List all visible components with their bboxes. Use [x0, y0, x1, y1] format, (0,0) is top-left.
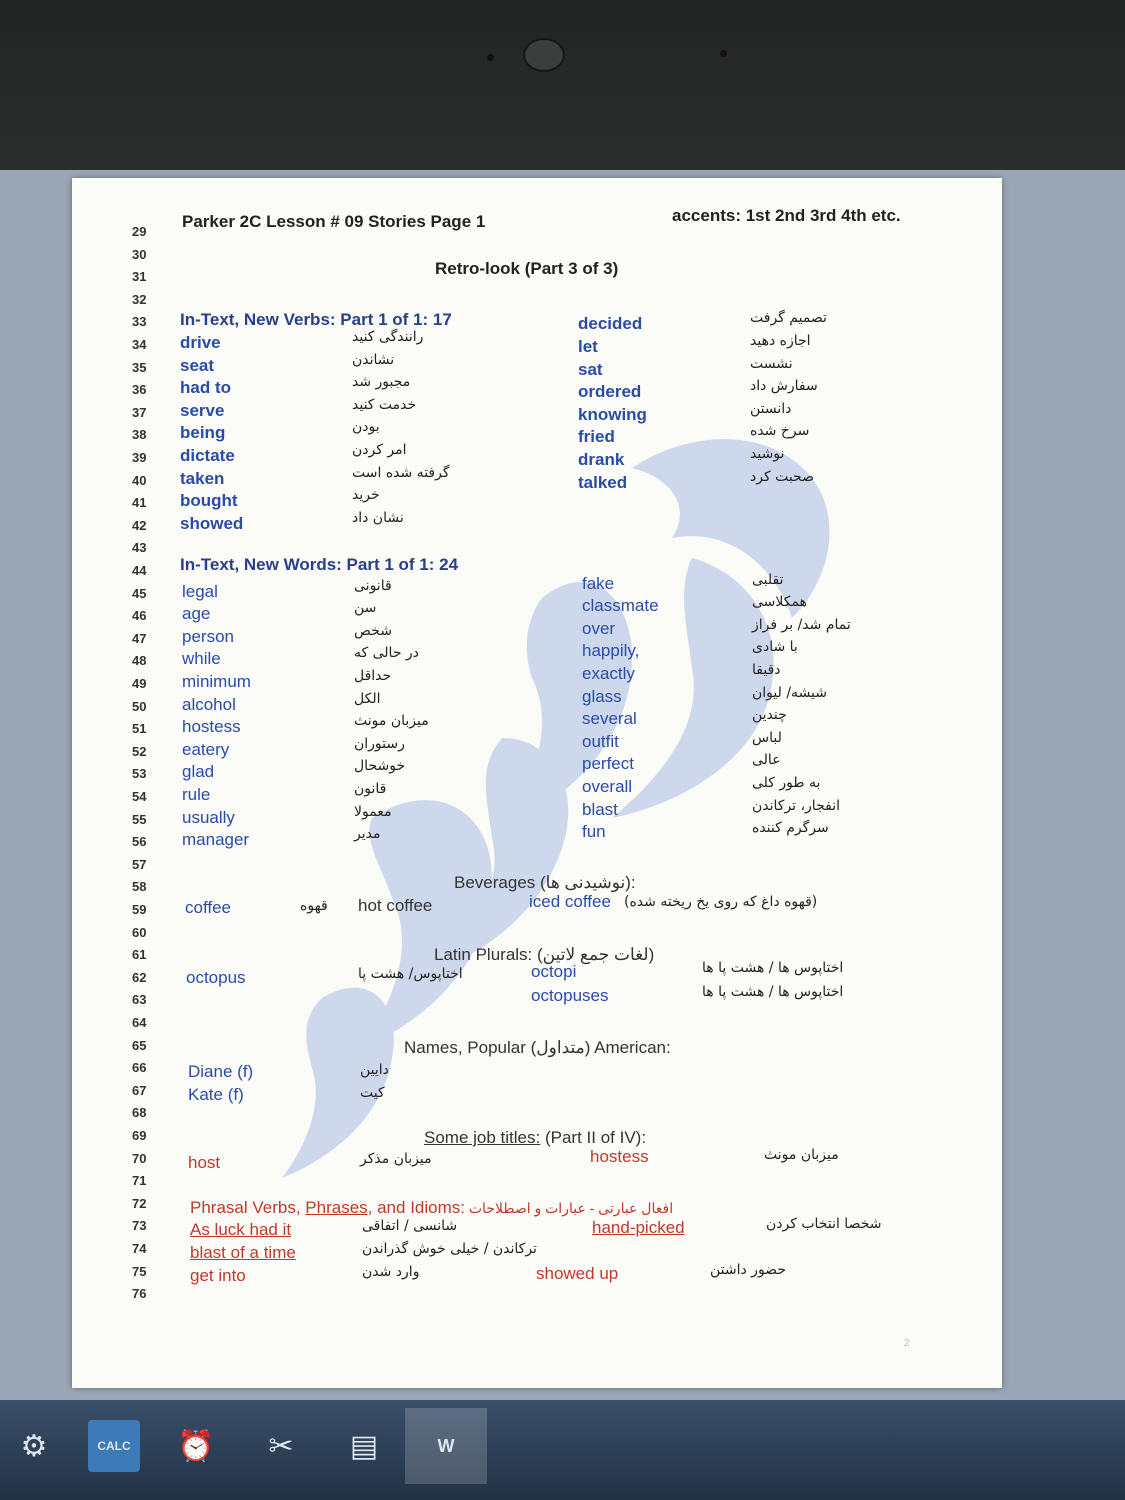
word-english: classmate: [582, 596, 659, 616]
phrasal-heading-persian: افعال عبارتی - عبارات و اصطلاحات: [464, 1199, 674, 1216]
word-persian: انفجار، ترکاندن: [752, 797, 840, 814]
line-number: 54: [132, 789, 147, 804]
word-english: outfit: [582, 731, 619, 751]
verb-persian: مجبور شد: [352, 374, 411, 391]
header-right: accents: 1st 2nd 3rd 4th etc.: [672, 206, 901, 225]
webcam: [523, 38, 565, 72]
verb-english: drank: [578, 450, 625, 469]
verb-persian: امر کردن: [352, 442, 407, 458]
name-persian: کیت: [360, 1084, 385, 1101]
word-english: usually: [182, 807, 235, 827]
word-english: manager: [182, 830, 250, 850]
latin-singular: octopus: [186, 967, 246, 987]
word-english: blast: [582, 799, 618, 819]
webcam-sensor: [487, 54, 494, 61]
verb-english: talked: [578, 472, 628, 492]
phrase-english: blast of a time: [190, 1243, 296, 1262]
word-english: eatery: [182, 739, 230, 759]
phrase-persian: حضور داشتن: [710, 1261, 786, 1278]
line-number: 70: [132, 1150, 147, 1166]
line-number: 58: [132, 879, 147, 895]
line-number: 66: [132, 1060, 147, 1076]
word-english: fake: [582, 573, 615, 593]
verb-persian: نوشید: [750, 446, 785, 462]
beverage-english: iced coffee: [529, 892, 611, 911]
phrase-english: As luck had it: [190, 1220, 292, 1240]
line-number: 46: [132, 608, 147, 624]
line-number: 41: [132, 495, 147, 511]
verb-persian: سفارش داد: [750, 378, 818, 395]
word-persian: سرگرم کننده: [752, 820, 829, 837]
header-left: Parker 2C Lesson # 09 Stories Page 1: [182, 212, 486, 231]
phrase-english: showed up: [536, 1263, 619, 1283]
line-number: 49: [132, 676, 147, 691]
line-number: 52: [132, 743, 147, 759]
word-persian: دقیقا: [752, 662, 781, 678]
word-icon[interactable]: W: [437, 1435, 455, 1456]
word-english: overall: [582, 777, 633, 796]
word-persian: لباس: [752, 729, 782, 746]
line-number: 48: [132, 653, 147, 669]
verb-english: seat: [180, 355, 215, 375]
line-number: 65: [132, 1037, 147, 1053]
job-english: hostess: [590, 1146, 649, 1166]
verb-english: knowing: [578, 404, 647, 424]
word-english: person: [182, 626, 234, 646]
words-heading: In-Text, New Words: Part 1 of 1: 24: [180, 555, 459, 574]
line-number: 36: [132, 382, 147, 398]
word-english: hostess: [182, 717, 241, 737]
line-number: 42: [132, 517, 147, 533]
line-number: 63: [132, 992, 147, 1008]
page-mark: 2: [904, 1338, 910, 1349]
word-persian: در حالی که: [354, 645, 419, 662]
phrase-persian: شانسی / اتفاقی: [362, 1218, 458, 1235]
line-number: 33: [132, 314, 147, 330]
word-english: age: [182, 604, 211, 624]
word-persian: با شادی: [752, 639, 798, 656]
word-persian: مدیر: [354, 826, 381, 843]
webcam-light: [720, 50, 727, 57]
verb-english: had to: [180, 378, 231, 398]
latin-plural-persian: اختاپوس ها / هشت پا ها: [702, 959, 844, 976]
line-number: 39: [132, 450, 147, 465]
job-persian: میزبان مذکر: [360, 1150, 432, 1167]
word-english: fun: [582, 822, 606, 842]
phrasal-heading: [190, 1198, 673, 1218]
verb-persian: نشاندن: [352, 351, 395, 368]
word-english: several: [582, 709, 637, 729]
line-number: 38: [132, 427, 147, 443]
verb-persian: نشان داد: [352, 509, 404, 526]
line-number: 51: [132, 721, 147, 737]
word-persian: حداقل: [354, 668, 392, 684]
word-english: perfect: [582, 754, 634, 774]
verb-persian: تصمیم گرفت: [750, 310, 827, 327]
verb-persian: خرید: [352, 487, 380, 504]
word-english: minimum: [182, 672, 251, 691]
line-number: 35: [132, 359, 147, 375]
line-number: 53: [132, 766, 147, 782]
word-persian: معمولا: [354, 803, 392, 820]
word-english: glass: [582, 686, 622, 706]
name-english: Diane (f): [188, 1062, 254, 1082]
word-english: alcohol: [182, 694, 236, 714]
verbs-heading: In-Text, New Verbs: Part 1 of 1: 17: [180, 310, 452, 330]
verb-english: decided: [578, 314, 643, 334]
line-number: 57: [132, 856, 147, 872]
line-number: 29: [132, 224, 147, 239]
doc-title: Retro-look (Part 3 of 3): [435, 259, 619, 279]
snipping-tool-icon[interactable]: ✂: [268, 1429, 294, 1463]
word-persian: خوشحال: [354, 758, 406, 775]
line-number: 69: [132, 1128, 147, 1143]
verb-persian: سرخ شده: [750, 423, 810, 440]
phrase-english: hand-picked: [592, 1218, 685, 1238]
printer-icon[interactable]: ▤: [349, 1429, 379, 1463]
line-number: 73: [132, 1218, 147, 1234]
laptop-bezel: [0, 0, 1125, 170]
line-number: 47: [132, 630, 147, 646]
beverage-persian: (قهوه داغ که روی یخ ریخته شده): [624, 894, 818, 910]
phrasal-heading-part: , and Idioms:: [367, 1197, 465, 1217]
verb-english: taken: [180, 468, 225, 488]
line-number: 56: [132, 834, 147, 850]
word-persian: شیشه/ لیوان: [752, 684, 828, 701]
phrase-persian: ترکاندن / خیلی خوش گذراندن: [362, 1241, 537, 1257]
word-english: glad: [182, 762, 215, 782]
word-persian: الکل: [354, 690, 381, 707]
phrasal-heading-link[interactable]: Phrases: [305, 1197, 368, 1217]
word-english: while: [182, 649, 221, 669]
line-number: 71: [132, 1173, 147, 1189]
line-number: 61: [132, 947, 147, 963]
line-number: 67: [132, 1082, 147, 1098]
line-number: 40: [132, 472, 147, 488]
verb-persian: خدمت کنید: [352, 396, 417, 413]
verb-persian: رانندگی کنید: [352, 329, 424, 345]
word-english: legal: [182, 581, 218, 601]
jobs-heading-link[interactable]: Some job titles:: [424, 1128, 541, 1147]
line-number: 59: [132, 902, 147, 917]
jobs-heading-part: (Part II of IV):: [540, 1128, 647, 1147]
windows-taskbar: [0, 1400, 1125, 1500]
beverages-heading: Beverages (نوشیدنی ها):: [454, 873, 636, 893]
name-persian: دایین: [360, 1062, 389, 1079]
word-persian: همکلاسی: [752, 594, 807, 611]
clock-icon[interactable]: ⏰: [177, 1429, 215, 1463]
phrasal-heading-part: Phrasal Verbs,: [190, 1197, 306, 1217]
word-persian: به طور کلی: [752, 775, 821, 791]
line-number: 34: [132, 337, 147, 352]
job-english: host: [188, 1152, 221, 1172]
phrase-persian: شخصا انتخاب کردن: [766, 1216, 882, 1233]
line-number: 72: [132, 1195, 147, 1211]
verb-persian: بودن: [352, 419, 380, 436]
latin-heading: Latin Plurals: (لغات جمع لاتین): [434, 945, 655, 965]
verb-english: showed: [180, 513, 244, 533]
word-persian: چندین: [752, 707, 787, 724]
line-number: 64: [132, 1015, 147, 1030]
verb-english: let: [578, 337, 598, 356]
line-number: 62: [132, 969, 147, 985]
calculator-icon[interactable]: CALC: [88, 1420, 140, 1472]
latin-plural-persian: اختاپوس ها / هشت پا ها: [702, 984, 844, 1001]
line-number: 44: [132, 563, 147, 578]
verb-english: bought: [180, 491, 238, 511]
beverage-english: hot coffee: [358, 896, 433, 915]
word-persian: رستوران: [354, 735, 405, 752]
line-number: 37: [132, 404, 147, 420]
word-persian: قانونی: [354, 577, 392, 594]
verb-english: fried: [578, 427, 615, 447]
phrase-english: get into: [190, 1265, 246, 1285]
jobs-heading: [424, 1128, 646, 1148]
verb-english: ordered: [578, 382, 642, 402]
word-english: happily,: [582, 641, 640, 661]
latin-singular-persian: اختاپوس/ هشت پا: [358, 965, 463, 982]
word-persian: شخص: [354, 622, 392, 639]
word-persian: قانون: [354, 781, 387, 797]
names-heading: Names, Popular (متداول) American:: [404, 1037, 671, 1057]
job-persian: میزبان مونث: [764, 1146, 839, 1163]
verb-english: sat: [578, 359, 603, 379]
word-persian: تقلبی: [752, 571, 784, 588]
document-page: [72, 178, 1002, 1388]
line-number: 45: [132, 585, 147, 601]
verb-english: dictate: [180, 446, 235, 465]
word-persian: عالی: [752, 752, 781, 769]
line-number: 75: [132, 1263, 147, 1279]
line-number: 76: [132, 1286, 147, 1302]
word-persian: سن: [354, 600, 377, 617]
word-english: over: [582, 618, 616, 638]
verb-persian: اجازه دهید: [750, 333, 811, 349]
latin-plural: octopi: [531, 961, 577, 981]
verb-persian: نشست: [750, 355, 793, 372]
name-english: Kate (f): [188, 1084, 244, 1104]
verb-english: drive: [180, 333, 221, 352]
line-number: 30: [132, 246, 147, 262]
verb-english: serve: [180, 400, 225, 420]
beverage-english: coffee: [185, 898, 232, 917]
phrase-persian: وارد شدن: [362, 1263, 420, 1280]
word-english: rule: [182, 785, 211, 804]
verb-persian: دانستن: [750, 400, 792, 417]
latin-plural: octopuses: [531, 986, 609, 1006]
verb-persian: گرفته شده است: [352, 464, 450, 481]
verb-persian: صحبت کرد: [750, 468, 814, 485]
control-panel-icon[interactable]: ⚙: [20, 1429, 48, 1463]
line-number: 60: [132, 924, 147, 940]
line-number: 32: [132, 291, 147, 307]
line-number: 55: [132, 811, 147, 827]
beverage-persian: قهوه: [300, 898, 328, 914]
line-number: 31: [132, 269, 147, 285]
line-number: 74: [132, 1241, 147, 1256]
word-persian: تمام شد/ بر فراز: [752, 616, 851, 633]
word-persian: میزبان مونث: [354, 713, 429, 730]
line-number: 68: [132, 1105, 147, 1121]
line-number: 43: [132, 540, 147, 556]
word-english: exactly: [582, 664, 635, 683]
line-number: 50: [132, 698, 147, 714]
verb-english: being: [180, 423, 226, 443]
